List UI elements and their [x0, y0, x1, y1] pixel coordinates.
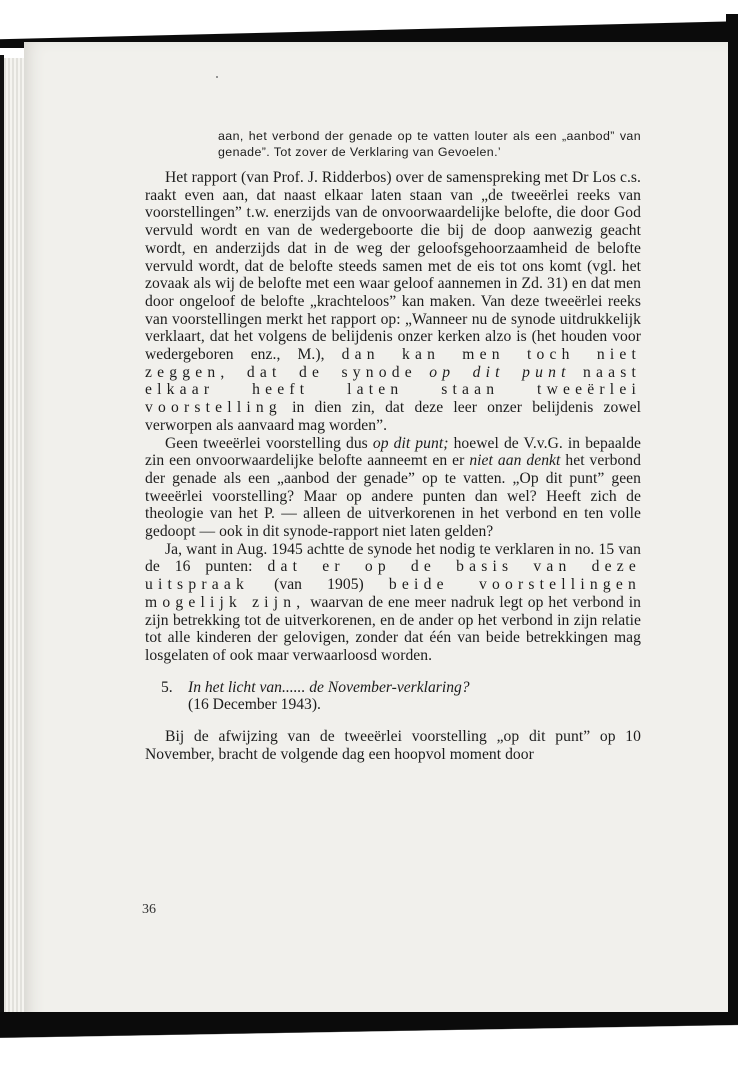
section-number: 5. — [161, 678, 173, 696]
paragraph-1-text-end: in dien zin, dat deze leer onzer belijdenis zowel verworpen als aanvaard mag worden”. — [145, 399, 641, 434]
paragraph-3-text: Ja, want in Aug. 1945 achtte de synode het nodig te verklaren in no. 15 van de 16 punten: — [145, 540, 641, 576]
spaced-emphasis: dan kan men toch niet zeggen, dat de synode — [145, 346, 642, 381]
paragraph-1-text: Het rapport (van Prof. J. Ridderbos) over de samenspreking met Dr Los c.s. raakt even aan, dat naast elkaar laten staan van „de tweeërlei reeks van voorstellingen” t.w. enerzijds van de onvoorwaardelijke belofte, die door God vervuld wordt en van de wedergeboorte die bij de doop aanwezig geacht wordt, en anderzijds dat in de weg der geloofsgehoorzaamheid de belofte vervuld wordt, dat de belofte steeds samen met de eis tot ons komt (vgl. het zovaak als wij de belofte met een waar geloof aannemen in Zd. 31) en dat men door ongeloof de belofte „krachteloos” kan maken. Van deze tweeërlei reeks van voorstellingen merkt het rapport op: „Wanneer nu de synode uitdrukkelijk verklaart, dat het volgens de belijdenis onzer kerken alzo is (het houden voor wedergeboren enz., M.), — [145, 169, 641, 364]
section-subtitle: (16 December 1943). — [188, 696, 321, 714]
paragraph-ja-want — [145, 541, 641, 665]
body-text — [145, 169, 641, 763]
section-title: In het licht van...... de November-verklaring? — [188, 678, 470, 696]
paragraph-3-text: (van 1905) — [274, 576, 364, 594]
paragraph-2-text: hoewel de V.v.G. in bepaalde zin een onvoorwaardelijke belofte aanneemt en er — [145, 434, 642, 470]
paragraph-geen-tweeerlei — [145, 435, 641, 541]
paragraph-afwijzing: Bij de afwijzing van de tweeërlei voorstelling „op dit punt” op 10 November, bracht de volgende dag een hoopvol moment door — [145, 727, 641, 763]
page-text — [145, 128, 641, 763]
dust-speck — [216, 76, 218, 78]
paragraph-2-text-end: het verbond der genade als een „aanbod der genade” op te vatten. „Op dit punt” geen tweeërlei voorstelling? Maar op andere punten dan wel? Heeft zich de theologie van het P. — alleen de uitverkorenen in het verbond en ten volle gedoopt — ook in dit synode-rapport niet laten gelden? — [145, 452, 641, 541]
section-heading — [145, 679, 641, 714]
scan-border-bottom — [0, 1012, 738, 1072]
spaced-italic-emphasis: op dit punt — [429, 363, 571, 381]
italic-emphasis: niet aan denkt — [469, 452, 561, 470]
page-number: 36 — [142, 902, 156, 917]
spaced-emphasis: dat er op de basis van deze uitspraak — [145, 558, 641, 594]
italic-emphasis: op dit punt; — [372, 434, 449, 452]
spaced-emphasis: beide voorstellingen mogelijk zijn, — [145, 576, 641, 611]
page-stack-edge — [4, 58, 26, 1048]
paragraph-rapport — [145, 169, 641, 435]
paragraph-2-text: Geen tweeërlei voorstelling dus — [165, 434, 368, 452]
quoted-passage: aan, het verbond der genade op te vatten louter als een „aanbod” van genade”. Tot zover de Verklaring van Gevoelen.’ — [218, 129, 641, 159]
paragraph-3-text-end: waarvan de ene meer nadruk legt op het verbond in zijn betrekking tot de uitverkorenen, en de ander op het verbond in zijn relatie tot alle kinderen der gelovigen, zonder dat één van beide betrekkingen mag losgelaten of ook maar verwaarloosd worden. — [145, 593, 641, 664]
spaced-emphasis: naast elkaar heeft laten staan tweeërlei voorstelling — [145, 363, 641, 417]
